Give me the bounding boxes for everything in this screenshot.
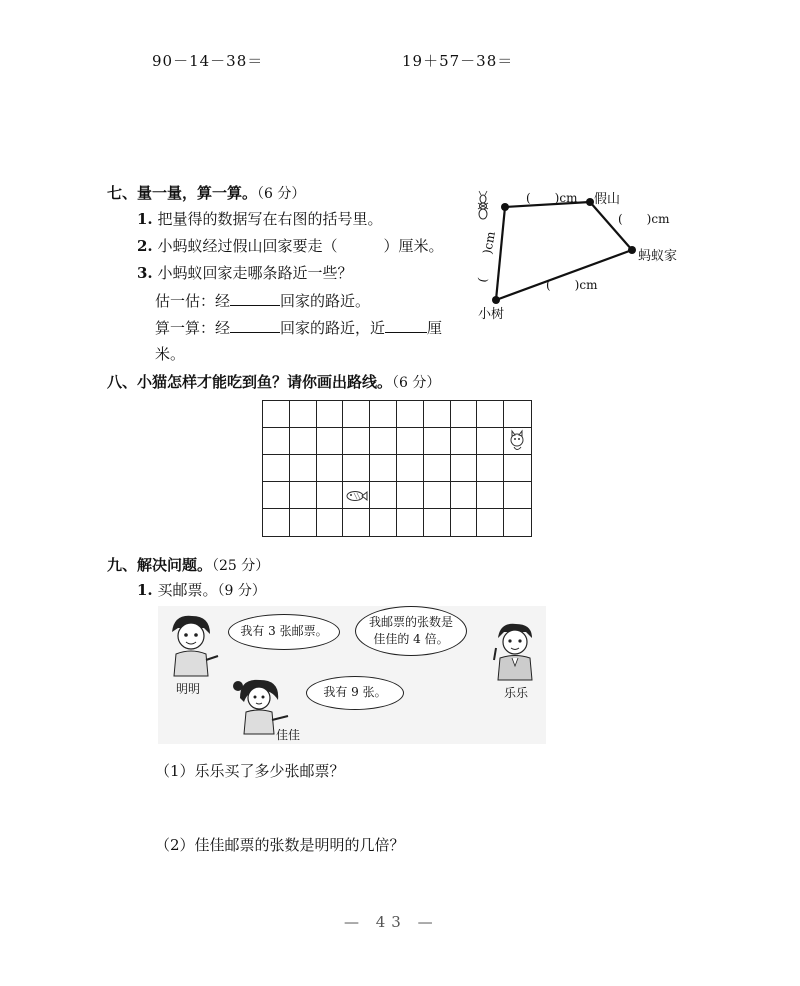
sub-question-2: （2）佳佳邮票的张数是明明的几倍？ (155, 836, 405, 854)
cat-icon (504, 428, 530, 454)
bubble-lele: 我邮票的张数是佳佳的 4 倍。 (355, 606, 467, 656)
route-diagram (466, 185, 698, 325)
section9-heading: 九、解决问题。 (107, 556, 213, 574)
label-mayijia: 蚂蚁家 (638, 249, 678, 264)
label-xiaoshu: 小树 (478, 307, 505, 322)
section9-title (107, 554, 269, 575)
fish-icon (343, 482, 369, 508)
s9-q1-points: （9 分） (217, 583, 266, 599)
estimate-line (155, 290, 370, 311)
name-mingming: 明明 (176, 682, 201, 696)
section7-heading: 七、量一量，算一算。 (107, 184, 258, 202)
calculate-text-b: 回家的路近，近 (280, 319, 386, 337)
section9-q1 (137, 579, 266, 600)
s9-q1-text: 买邮票。 (157, 581, 218, 599)
cm-top: ( )cm (526, 191, 578, 205)
estimate-blank[interactable] (230, 291, 280, 306)
estimate-text-a: 估一估：经 (155, 292, 231, 310)
section7-q3 (137, 262, 352, 283)
calc-expression-2: 19＋57－38＝ (402, 52, 514, 70)
calculate-line-end: 米。 (155, 345, 186, 363)
calculate-blank-diff[interactable] (385, 318, 427, 333)
section7-title (107, 182, 305, 203)
fish-cell[interactable] (343, 482, 370, 509)
section8-points: （6 分） (392, 375, 441, 391)
stamp-scene (158, 606, 546, 744)
bubble-jiajia: 我有 9 张。 (306, 676, 404, 710)
route-grid[interactable] (262, 400, 532, 537)
section8-heading: 八、小猫怎样才能吃到鱼？请你画出路线。 (107, 373, 393, 391)
calc-expression-1: 90－14－38＝ (152, 52, 264, 70)
q1-number: 1. (137, 210, 153, 228)
calculate-text-c: 厘 (427, 319, 443, 337)
cm-right: ( )cm (618, 212, 670, 226)
mayijia-point (628, 246, 636, 254)
page-number: — 43 — (344, 913, 439, 931)
q2-text-b: ）厘米。 (383, 237, 444, 255)
boy-mingming-figure (164, 612, 220, 678)
start-point (501, 203, 509, 211)
cm-left: ( )cm (475, 230, 498, 284)
sub-question-1: （1）乐乐买了多少张邮票？ (155, 762, 345, 780)
section7-q1 (137, 208, 382, 229)
calculate-line (155, 317, 442, 338)
section7-points: （6 分） (257, 186, 306, 202)
calculate-text-a: 算一算：经 (155, 319, 231, 337)
q1-text: 把量得的数据写在右图的括号里。 (157, 210, 383, 228)
boy-lele-figure (488, 620, 542, 682)
s9-q1-number: 1. (137, 581, 153, 599)
name-jiajia: 佳佳 (276, 728, 301, 742)
bubble-mingming: 我有 3 张邮票。 (228, 614, 340, 650)
ant-icon (478, 191, 488, 219)
estimate-text-b: 回家的路近。 (280, 292, 371, 310)
q3-number: 3. (137, 264, 153, 282)
q2-text-a: 小蚂蚁经过假山回家要走（ (157, 237, 338, 255)
name-lele: 乐乐 (504, 686, 529, 700)
cat-cell[interactable] (504, 428, 531, 455)
q3-text: 小蚂蚁回家走哪条路近一些？ (157, 264, 353, 282)
label-jiashan: 假山 (594, 192, 621, 207)
section7-q2 (137, 235, 443, 256)
calculate-blank-route[interactable] (230, 318, 280, 333)
xiaoshu-point (492, 296, 500, 304)
q2-number: 2. (137, 237, 153, 255)
jiashan-point (586, 198, 594, 206)
section9-points: （25 分） (212, 558, 270, 574)
cm-bottom: ( )cm (546, 278, 598, 292)
section8-title (107, 371, 440, 392)
